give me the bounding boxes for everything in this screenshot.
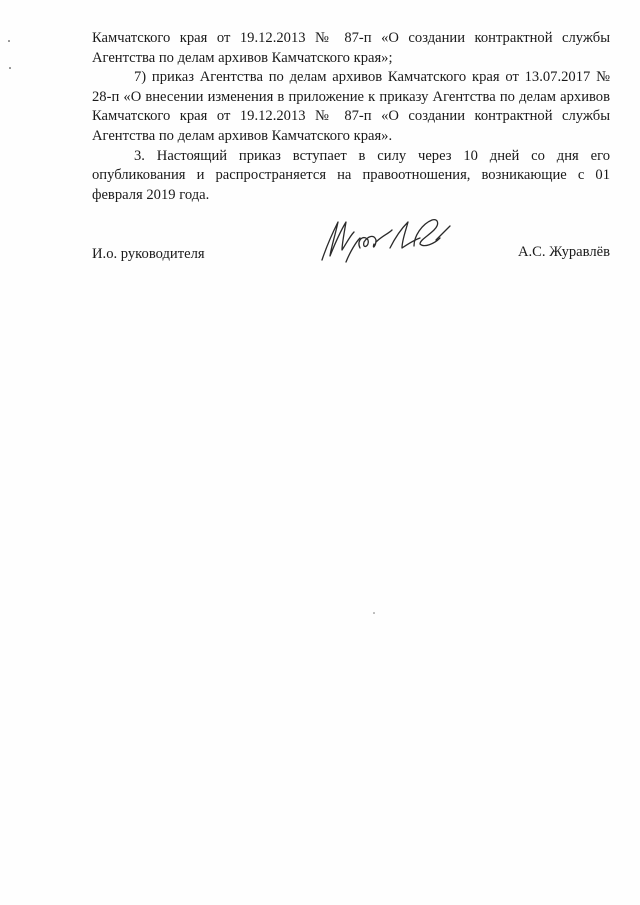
signatory-name: А.С. Журавлёв [517, 244, 610, 260]
paragraph-item-3: 3. Настоящий приказ вступает в силу через 10 дней со дня его опубликования и распространяется на правоотношения, возникающие с 01 февраля 2019 года. [92, 147, 610, 203]
handwritten-signature-icon [316, 210, 456, 272]
document-body [92, 29, 610, 205]
scan-artifact [8, 40, 10, 42]
paragraph-item-7: 7) приказ Агентства по делам архивов Камчатского края от 13.07.2017 № 28-п «О внесении изменения в приложение к приказу Агентства по делам архивов Камчатского края от 19.12.2013 № 87-п «О создании контрактной службы Агентства по делам архивов Камчатского края». [92, 69, 610, 144]
paragraph-continuation: Камчатского края от 19.12.2013 № 87-п «О создании контрактной службы Агентства по делам архивов Камчатского края»; [92, 30, 610, 66]
scan-artifact [9, 67, 11, 69]
scan-artifact [373, 612, 375, 614]
signatory-position: И.о. руководителя [92, 246, 205, 262]
